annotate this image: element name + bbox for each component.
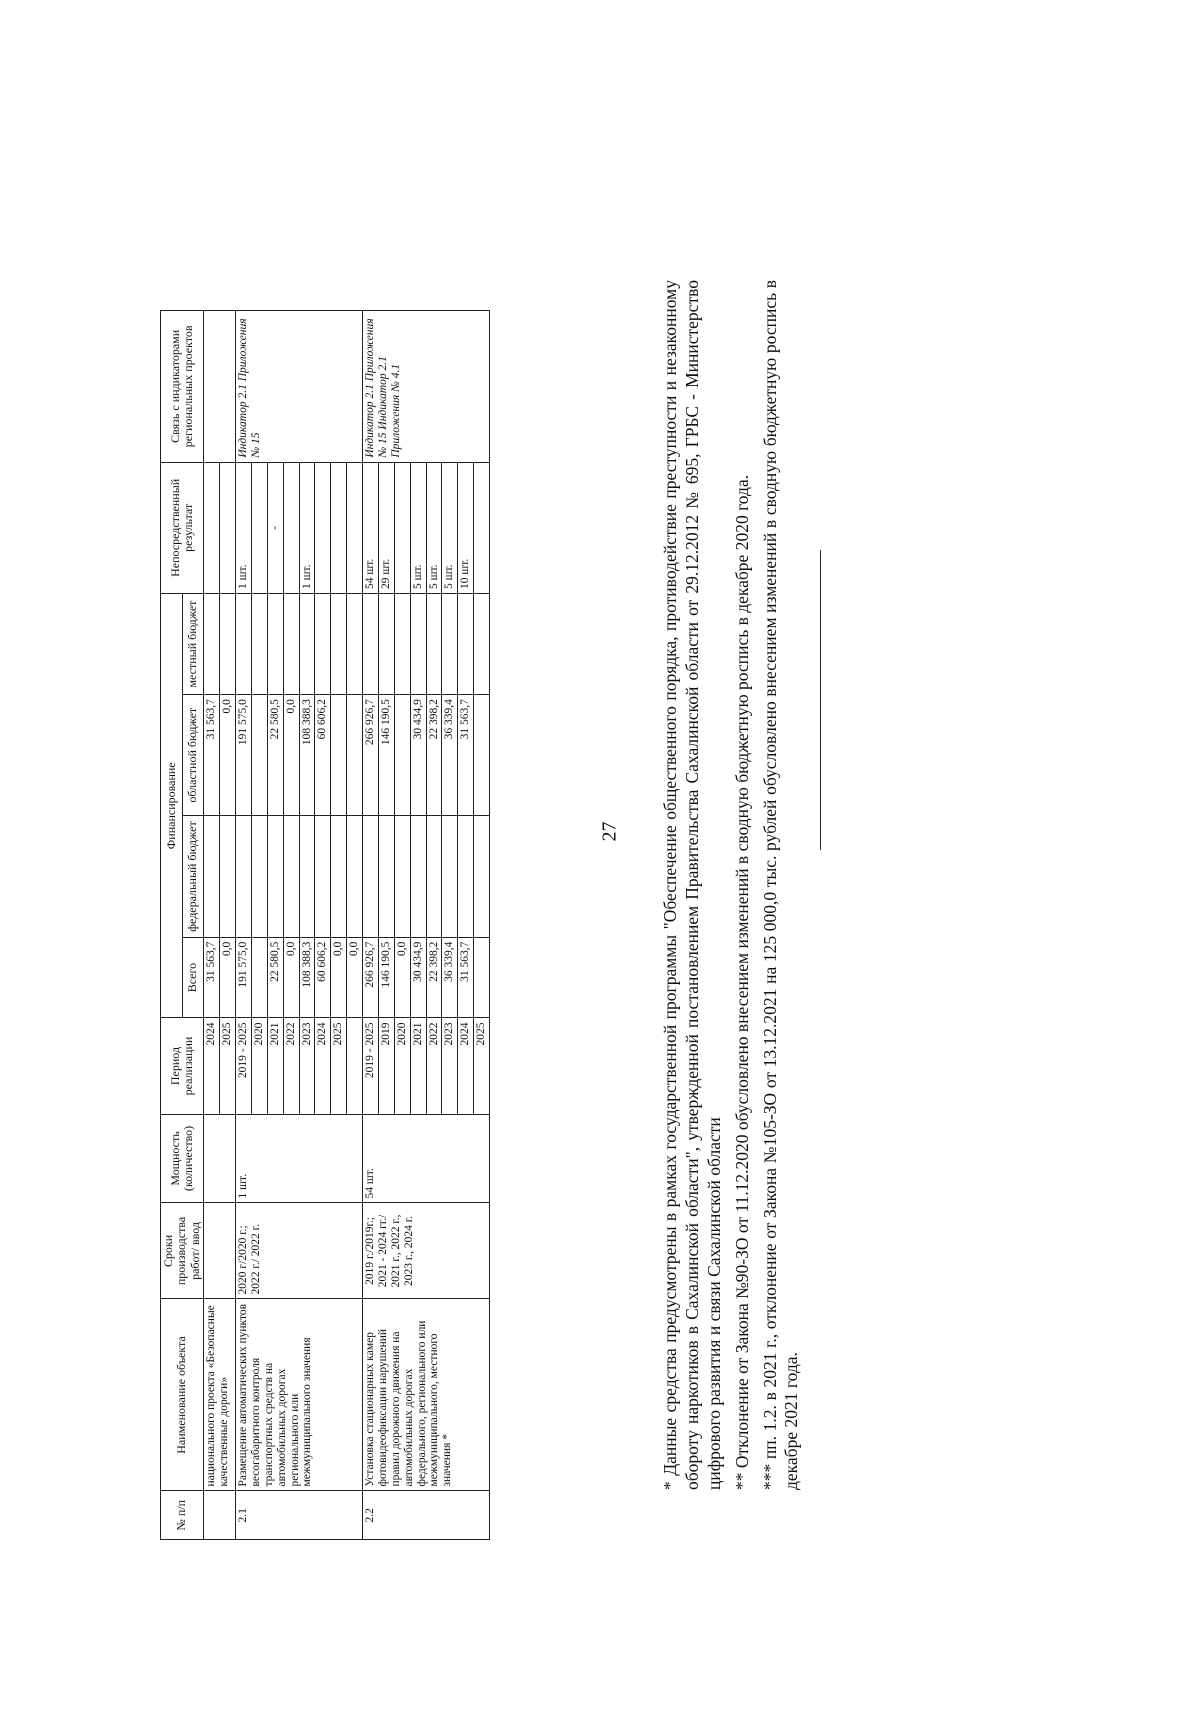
header-federal: федеральный бюджет — [182, 816, 204, 937]
item-total: 0,0 — [331, 937, 347, 1018]
item-capacity: 1 шт. — [236, 1114, 363, 1203]
item-total: 108 388,3 — [299, 937, 315, 1018]
cont-year: 2024 — [204, 1018, 220, 1114]
item-year: 2019 - 2025 — [236, 1018, 252, 1114]
item-result: 5 шт. — [442, 462, 458, 593]
item-total: 191 575,0 — [236, 937, 252, 1018]
item-regional: 60 606,2 — [315, 695, 331, 816]
item-year: 2023 — [442, 1018, 458, 1114]
item-result: 5 шт. — [410, 462, 426, 593]
cont-name: национального проекта «Безопасные качественные дороги» — [204, 1299, 236, 1491]
item-total: 36 339,4 — [442, 937, 458, 1018]
item-result: 54 шт. — [363, 462, 379, 593]
item-regional: 36 339,4 — [442, 695, 458, 816]
header-regional: областной бюджет — [182, 695, 204, 816]
item-result: 10 шт. — [458, 462, 474, 593]
header-capacity: Мощность (количество) — [161, 1114, 204, 1203]
item-year: 2019 - 2025 — [363, 1018, 379, 1114]
header-row — [161, 311, 183, 1540]
item-year: 2020 — [251, 1018, 267, 1114]
financing-table — [160, 310, 490, 1540]
item-result — [474, 462, 490, 593]
table-row — [236, 311, 252, 1540]
item-result: 1 шт. — [299, 462, 315, 593]
item-num: 2.2 — [363, 1491, 490, 1540]
item-result: - — [267, 462, 283, 593]
cont-total: 0,0 — [220, 937, 236, 1018]
item-regional — [474, 695, 490, 816]
item-total: 0,0 — [347, 937, 363, 1018]
item-year: 2020 — [394, 1018, 410, 1114]
table-row — [363, 311, 379, 1540]
header-terms: Сроки производства работ/ ввод — [161, 1203, 204, 1299]
header-name: Наименование объекта — [161, 1299, 204, 1491]
item-regional: 108 388,3 — [299, 695, 315, 816]
item-regional: 146 190,5 — [378, 695, 394, 816]
item-total — [474, 937, 490, 1018]
item-total: 22 580,5 — [267, 937, 283, 1018]
item-year: 2022 — [283, 1018, 299, 1114]
cont-total: 31 563,7 — [204, 937, 220, 1018]
cont-year: 2025 — [220, 1018, 236, 1114]
item-total: 0,0 — [394, 937, 410, 1018]
item-regional — [347, 695, 363, 816]
header-total: Всего — [182, 937, 204, 1018]
item-result: 5 шт. — [426, 462, 442, 593]
item-regional: 191 575,0 — [236, 695, 252, 816]
table-row — [204, 311, 220, 1540]
item-year: 2024 — [458, 1018, 474, 1114]
header-link: Связь с индикаторами региональных проектов — [161, 311, 204, 463]
item-regional: 22 398,2 — [426, 695, 442, 816]
item-regional — [394, 695, 410, 816]
item-regional: 266 926,7 — [363, 695, 379, 816]
item-result: 29 шт. — [378, 462, 394, 593]
footnote-1: * Данные средства предусмотрены в рамках государственной программы "Обеспечение общественного порядка, противодействие преступности и незаконному обороту наркотиков в Сахалинской области", утвержденной постановлением Правительства Сахалинской области от 29.12.2012 № 695, ГРБС - Министерство цифрового развития и связи Сахалинской области — [660, 280, 724, 1490]
item-result — [331, 462, 347, 593]
footnote-2: ** Отклонение от Закона №90-ЗО от 11.12.2020 обусловлено внесением изменений в сводную бюджетную роспись в декабре 2020 года. — [731, 474, 752, 1490]
item-result — [347, 462, 363, 593]
item-year: 2025 — [331, 1018, 347, 1114]
item-result — [283, 462, 299, 593]
item-total: 266 926,7 — [363, 937, 379, 1018]
header-local: местный бюджет — [182, 594, 204, 695]
item-name: Установка стационарных камер фотовидеофиксации нарушений правил дорожного движения на автомобильных дорогах федерального, регионального или межмуниципального, местного значения * — [363, 1299, 490, 1491]
item-year: 2022 — [426, 1018, 442, 1114]
item-num: 2.1 — [236, 1491, 363, 1540]
separator-line — [820, 550, 821, 850]
rotated-page-content — [0, 50, 1180, 1690]
item-year: 2024 — [315, 1018, 331, 1114]
item-result — [315, 462, 331, 593]
item-regional: 22 580,5 — [267, 695, 283, 816]
item-terms: 2019 г./2019г.; 2021 - 2024 гг./ 2021 г., 2022 г., 2023 г., 2024 г. — [363, 1203, 490, 1299]
item-result — [251, 462, 267, 593]
item-year: 2021 — [267, 1018, 283, 1114]
item-year: 2019 — [378, 1018, 394, 1114]
header-num: № п/п — [161, 1491, 204, 1540]
cont-regional: 0,0 — [220, 695, 236, 816]
item-link: Индикатор 2.1 Приложения № 15 Индикатор 2.1 Приложения № 4.1 — [363, 311, 490, 463]
item-regional: 0,0 — [283, 695, 299, 816]
item-total: 60 606,2 — [315, 937, 331, 1018]
item-capacity: 54 шт. — [363, 1114, 490, 1203]
item-regional: 31 563,7 — [458, 695, 474, 816]
item-year: 2025 — [474, 1018, 490, 1114]
item-regional — [251, 695, 267, 816]
item-total: 0,0 — [283, 937, 299, 1018]
header-period: Период реализации — [161, 1018, 204, 1114]
item-total: 31 563,7 — [458, 937, 474, 1018]
item-link: Индикатор 2.1 Приложения № 15 — [236, 311, 363, 463]
item-regional: 30 434,9 — [410, 695, 426, 816]
item-total — [251, 937, 267, 1018]
item-total: 22 398,2 — [426, 937, 442, 1018]
item-total: 146 190,5 — [378, 937, 394, 1018]
header-result: Непосредственный результат — [161, 462, 204, 593]
item-year: 2023 — [299, 1018, 315, 1114]
item-result: 1 шт. — [236, 462, 252, 593]
footnotes — [660, 280, 809, 1490]
item-result — [394, 462, 410, 593]
item-year — [347, 1018, 363, 1114]
cont-regional: 31 563,7 — [204, 695, 220, 816]
item-terms: 2020 г/2020 г.; 2022 г./ 2022 г. — [236, 1203, 363, 1299]
header-financing: Финансирование — [161, 594, 183, 1018]
footnote-3: *** пп. 1.2. в 2021 г., отклонение от Закона №105-ЗО от 13.12.2021 на 125 000,0 тыс. рублей обусловлено внесением изменений в сводную бюджетную роспись в декабре 2021 года. — [759, 280, 802, 1490]
item-name: Размещение автоматических пунктов весогабаритного контроля транспортных средств на автомобильных дорогах регионального или межмуниципального значения — [236, 1299, 363, 1491]
item-total: 30 434,9 — [410, 937, 426, 1018]
item-regional — [331, 695, 347, 816]
item-year: 2021 — [410, 1018, 426, 1114]
page-number: 27 — [598, 821, 621, 842]
